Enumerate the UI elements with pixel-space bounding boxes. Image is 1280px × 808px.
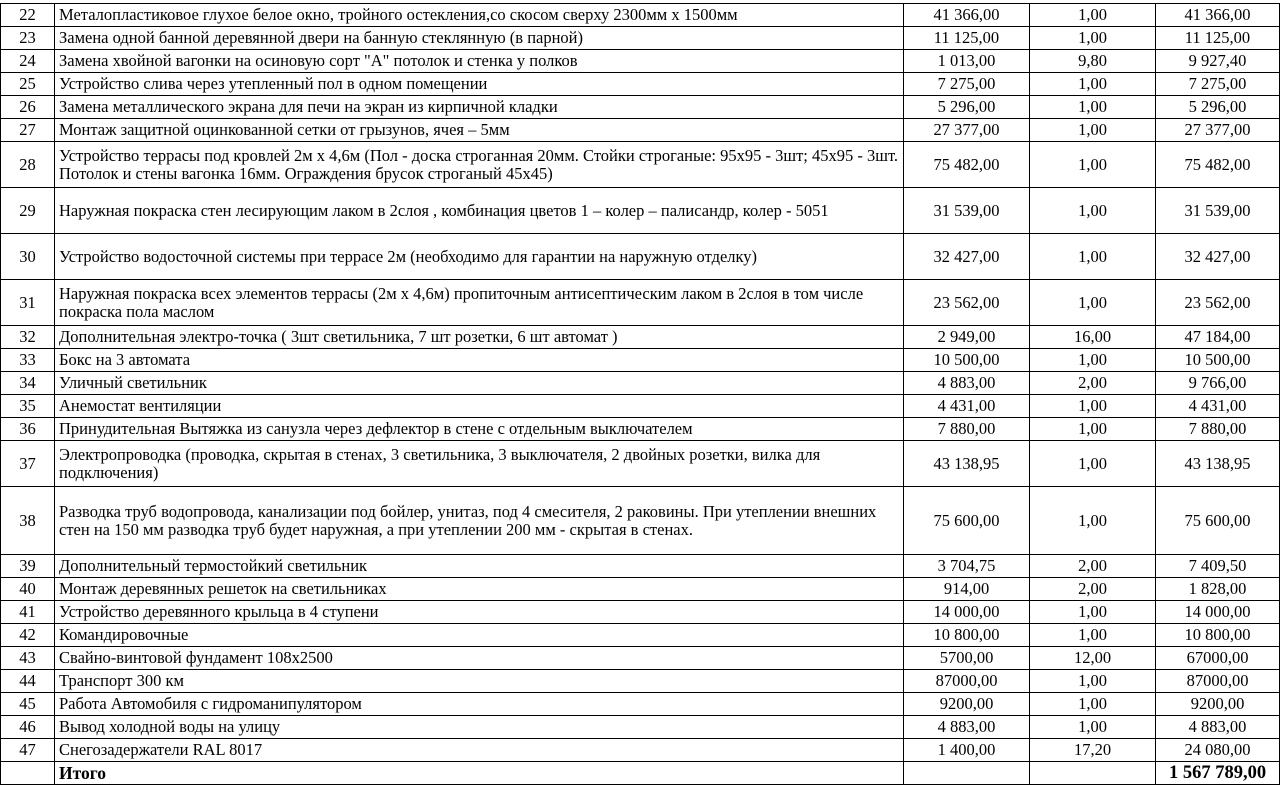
unit-price: 9200,00 xyxy=(904,693,1030,716)
total-sum: 1 567 789,00 xyxy=(1156,762,1280,785)
row-number: 25 xyxy=(1,73,55,96)
quantity: 2,00 xyxy=(1030,578,1156,601)
quantity: 2,00 xyxy=(1030,555,1156,578)
unit-price: 4 883,00 xyxy=(904,372,1030,395)
table-row xyxy=(1,50,1280,73)
row-number: 35 xyxy=(1,395,55,418)
line-total: 1 828,00 xyxy=(1156,578,1280,601)
unit-price: 87000,00 xyxy=(904,670,1030,693)
estimate-table-body xyxy=(1,4,1280,785)
estimate-table xyxy=(0,3,1280,785)
unit-price: 4 431,00 xyxy=(904,395,1030,418)
unit-price: 11 125,00 xyxy=(904,27,1030,50)
item-name: Устройство водосточной системы при террасе 2м (необходимо для гарантии на наружную отделку) xyxy=(55,234,904,280)
item-name: Электропроводка (проводка, скрытая в стенах, 3 светильника, 3 выключателя, 2 двойных розетки, вилка для подключения) xyxy=(55,441,904,487)
row-number: 26 xyxy=(1,96,55,119)
line-total: 14 000,00 xyxy=(1156,601,1280,624)
row-number: 32 xyxy=(1,326,55,349)
line-total: 43 138,95 xyxy=(1156,441,1280,487)
quantity: 1,00 xyxy=(1030,395,1156,418)
quantity: 16,00 xyxy=(1030,326,1156,349)
line-total: 9 927,40 xyxy=(1156,50,1280,73)
row-number: 40 xyxy=(1,578,55,601)
row-number: 47 xyxy=(1,739,55,762)
item-name: Монтаж защитной оцинкованной сетки от грызунов, ячея – 5мм xyxy=(55,119,904,142)
table-row xyxy=(1,119,1280,142)
unit-price: 75 482,00 xyxy=(904,142,1030,188)
quantity: 1,00 xyxy=(1030,487,1156,555)
quantity: 1,00 xyxy=(1030,73,1156,96)
line-total: 7 880,00 xyxy=(1156,418,1280,441)
line-total: 5 296,00 xyxy=(1156,96,1280,119)
table-row xyxy=(1,326,1280,349)
row-number: 37 xyxy=(1,441,55,487)
item-name: Командировочные xyxy=(55,624,904,647)
total-number-cell xyxy=(1,762,55,785)
item-name: Замена хвойной вагонки на осиновую сорт "А" потолок и стенка у полков xyxy=(55,50,904,73)
table-row xyxy=(1,441,1280,487)
table-row xyxy=(1,647,1280,670)
line-total: 47 184,00 xyxy=(1156,326,1280,349)
unit-price: 31 539,00 xyxy=(904,188,1030,234)
quantity: 1,00 xyxy=(1030,693,1156,716)
unit-price: 7 275,00 xyxy=(904,73,1030,96)
item-name: Транспорт 300 км xyxy=(55,670,904,693)
line-total: 24 080,00 xyxy=(1156,739,1280,762)
line-total: 75 600,00 xyxy=(1156,487,1280,555)
total-qty-cell xyxy=(1030,762,1156,785)
table-row xyxy=(1,555,1280,578)
table-row xyxy=(1,418,1280,441)
quantity: 17,20 xyxy=(1030,739,1156,762)
quantity: 1,00 xyxy=(1030,119,1156,142)
table-row xyxy=(1,716,1280,739)
line-total: 4 883,00 xyxy=(1156,716,1280,739)
table-row xyxy=(1,96,1280,119)
item-name: Снегозадержатели RAL 8017 xyxy=(55,739,904,762)
quantity: 1,00 xyxy=(1030,280,1156,326)
line-total: 9200,00 xyxy=(1156,693,1280,716)
item-name: Устройство террасы под кровлей 2м х 4,6м (Пол - доска строганная 20мм. Стойки строганые: 95х95 - 3шт; 45х95 - 3шт. Потолок и стены вагонка 16мм. Ограждения брусок строганый 45х45) xyxy=(55,142,904,188)
quantity: 1,00 xyxy=(1030,234,1156,280)
line-total: 41 366,00 xyxy=(1156,4,1280,27)
unit-price: 2 949,00 xyxy=(904,326,1030,349)
line-total: 10 500,00 xyxy=(1156,349,1280,372)
table-row xyxy=(1,487,1280,555)
row-number: 46 xyxy=(1,716,55,739)
item-name: Принудительная Вытяжка из санузла через дефлектор в стене с отдельным выключателем xyxy=(55,418,904,441)
quantity: 1,00 xyxy=(1030,716,1156,739)
unit-price: 23 562,00 xyxy=(904,280,1030,326)
table-row xyxy=(1,395,1280,418)
row-number: 31 xyxy=(1,280,55,326)
table-row xyxy=(1,624,1280,647)
item-name: Вывод холодной воды на улицу xyxy=(55,716,904,739)
line-total: 75 482,00 xyxy=(1156,142,1280,188)
table-row xyxy=(1,349,1280,372)
item-name: Разводка труб водопровода, канализации под бойлер, унитаз, под 4 смесителя, 2 раковины. При утеплении внешних стен на 150 мм разводка труб будет наружная, а при утеплении 200 мм - скрытая в стенах. xyxy=(55,487,904,555)
table-row xyxy=(1,693,1280,716)
quantity: 2,00 xyxy=(1030,372,1156,395)
row-number: 39 xyxy=(1,555,55,578)
unit-price: 914,00 xyxy=(904,578,1030,601)
line-total: 87000,00 xyxy=(1156,670,1280,693)
line-total: 11 125,00 xyxy=(1156,27,1280,50)
item-name: Свайно-винтовой фундамент 108х2500 xyxy=(55,647,904,670)
row-number: 34 xyxy=(1,372,55,395)
row-number: 44 xyxy=(1,670,55,693)
table-row xyxy=(1,280,1280,326)
item-name: Дополнительный термостойкий светильник xyxy=(55,555,904,578)
line-total: 9 766,00 xyxy=(1156,372,1280,395)
item-name: Бокс на 3 автомата xyxy=(55,349,904,372)
table-row xyxy=(1,739,1280,762)
item-name: Наружная покраска всех элементов террасы (2м х 4,6м) пропиточным антисептическим лаком в 2слоя в том числе покраска пола маслом xyxy=(55,280,904,326)
line-total: 7 275,00 xyxy=(1156,73,1280,96)
row-number: 22 xyxy=(1,4,55,27)
quantity: 1,00 xyxy=(1030,670,1156,693)
table-row xyxy=(1,73,1280,96)
line-total: 32 427,00 xyxy=(1156,234,1280,280)
quantity: 9,80 xyxy=(1030,50,1156,73)
row-number: 41 xyxy=(1,601,55,624)
line-total: 31 539,00 xyxy=(1156,188,1280,234)
unit-price: 10 800,00 xyxy=(904,624,1030,647)
quantity: 1,00 xyxy=(1030,624,1156,647)
table-row xyxy=(1,578,1280,601)
item-name: Замена металлического экрана для печи на экран из кирпичной кладки xyxy=(55,96,904,119)
line-total: 27 377,00 xyxy=(1156,119,1280,142)
quantity: 1,00 xyxy=(1030,441,1156,487)
item-name: Монтаж деревянных решеток на светильниках xyxy=(55,578,904,601)
line-total: 7 409,50 xyxy=(1156,555,1280,578)
unit-price: 43 138,95 xyxy=(904,441,1030,487)
item-name: Металопластиковое глухое белое окно, тройного остекления,со скосом сверху 2300мм х 1500мм xyxy=(55,4,904,27)
line-total: 23 562,00 xyxy=(1156,280,1280,326)
table-row xyxy=(1,4,1280,27)
line-total: 4 431,00 xyxy=(1156,395,1280,418)
item-name: Наружная покраска стен лесирующим лаком в 2слоя , комбинация цветов 1 – колер – палисандр, колер - 5051 xyxy=(55,188,904,234)
unit-price: 4 883,00 xyxy=(904,716,1030,739)
total-price-cell xyxy=(904,762,1030,785)
table-row xyxy=(1,27,1280,50)
table-row xyxy=(1,601,1280,624)
total-row xyxy=(1,762,1280,785)
item-name: Устройство деревянного крыльца в 4 ступени xyxy=(55,601,904,624)
unit-price: 7 880,00 xyxy=(904,418,1030,441)
item-name: Дополнительная электро-точка ( 3шт светильника, 7 шт розетки, 6 шт автомат ) xyxy=(55,326,904,349)
row-number: 36 xyxy=(1,418,55,441)
quantity: 1,00 xyxy=(1030,418,1156,441)
quantity: 1,00 xyxy=(1030,349,1156,372)
row-number: 30 xyxy=(1,234,55,280)
table-row xyxy=(1,142,1280,188)
unit-price: 41 366,00 xyxy=(904,4,1030,27)
row-number: 27 xyxy=(1,119,55,142)
unit-price: 27 377,00 xyxy=(904,119,1030,142)
row-number: 23 xyxy=(1,27,55,50)
unit-price: 32 427,00 xyxy=(904,234,1030,280)
unit-price: 10 500,00 xyxy=(904,349,1030,372)
row-number: 38 xyxy=(1,487,55,555)
row-number: 43 xyxy=(1,647,55,670)
item-name: Работа Автомобиля с гидроманипулятором xyxy=(55,693,904,716)
row-number: 42 xyxy=(1,624,55,647)
quantity: 1,00 xyxy=(1030,27,1156,50)
total-label: Итого xyxy=(55,762,904,785)
item-name: Устройство слива через утепленный пол в одном помещении xyxy=(55,73,904,96)
item-name: Анемостат вентиляции xyxy=(55,395,904,418)
line-total: 10 800,00 xyxy=(1156,624,1280,647)
quantity: 1,00 xyxy=(1030,142,1156,188)
row-number: 28 xyxy=(1,142,55,188)
unit-price: 5 296,00 xyxy=(904,96,1030,119)
quantity: 12,00 xyxy=(1030,647,1156,670)
row-number: 33 xyxy=(1,349,55,372)
row-number: 45 xyxy=(1,693,55,716)
quantity: 1,00 xyxy=(1030,4,1156,27)
item-name: Уличный светильник xyxy=(55,372,904,395)
row-number: 24 xyxy=(1,50,55,73)
unit-price: 3 704,75 xyxy=(904,555,1030,578)
unit-price: 1 400,00 xyxy=(904,739,1030,762)
unit-price: 1 013,00 xyxy=(904,50,1030,73)
table-row xyxy=(1,234,1280,280)
table-row xyxy=(1,670,1280,693)
table-row xyxy=(1,372,1280,395)
unit-price: 14 000,00 xyxy=(904,601,1030,624)
quantity: 1,00 xyxy=(1030,601,1156,624)
table-row xyxy=(1,188,1280,234)
item-name: Замена одной банной деревянной двери на банную стеклянную (в парной) xyxy=(55,27,904,50)
quantity: 1,00 xyxy=(1030,96,1156,119)
unit-price: 75 600,00 xyxy=(904,487,1030,555)
quantity: 1,00 xyxy=(1030,188,1156,234)
row-number: 29 xyxy=(1,188,55,234)
unit-price: 5700,00 xyxy=(904,647,1030,670)
line-total: 67000,00 xyxy=(1156,647,1280,670)
